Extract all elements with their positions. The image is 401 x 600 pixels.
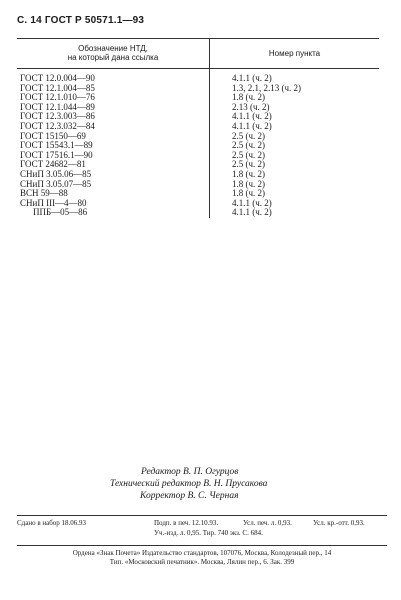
clause-number: 4.1.1 (ч. 2) bbox=[210, 112, 380, 122]
publication-sheets: Уч.-изд. л. 0,95. Тир. 740 экз. С. 684. bbox=[154, 529, 263, 537]
reference-table bbox=[17, 38, 379, 218]
clause-number: 4.1.1 (ч. 2) bbox=[210, 69, 380, 84]
color-prints: Усл. кр.-отт. 0,93. bbox=[313, 519, 365, 527]
editor-line: Редактор В. П. Огурцов bbox=[141, 467, 239, 477]
clause-number: 1.8 (ч. 2) bbox=[210, 93, 380, 103]
credits bbox=[0, 466, 401, 502]
table-header-row bbox=[17, 39, 379, 69]
doc-designation: ГОСТ 12.1.004—85 bbox=[20, 82, 95, 93]
clause-number: 2.5 (ч. 2) bbox=[210, 132, 380, 142]
table-row bbox=[17, 180, 379, 190]
tech-editor-line: Технический редактор В. Н. Прусакова bbox=[110, 479, 268, 489]
doc-designation: СНиП 3.05.07—85 bbox=[20, 178, 92, 189]
signed-date: Подп. в печ. 12.10.93. bbox=[154, 519, 219, 527]
clause-number: 2.5 (ч. 2) bbox=[210, 160, 380, 170]
doc-designation: ППБ—05—86 bbox=[33, 207, 88, 218]
publisher-line: Ордена «Знак Почета» Издательство стандартов, 107076, Москва, Колодезный пер., 14 bbox=[72, 549, 332, 557]
clause-number: 1.3, 2.1, 2.13 (ч. 2) bbox=[210, 84, 380, 94]
clause-number: 2.5 (ч. 2) bbox=[210, 141, 380, 151]
clause-number: 2.5 (ч. 2) bbox=[210, 151, 380, 161]
doc-designation: ГОСТ 12.0.004—90 bbox=[20, 73, 95, 83]
imprint bbox=[17, 515, 387, 539]
corrector-line: Корректор В. С. Черная bbox=[140, 491, 239, 501]
doc-designation: СНиП III—4—80 bbox=[20, 197, 87, 208]
clause-number: 1.8 (ч. 2) bbox=[210, 189, 380, 199]
doc-designation: ГОСТ 12.1.010—76 bbox=[20, 92, 95, 103]
doc-designation: ГОСТ 24682—81 bbox=[20, 159, 86, 170]
doc-designation: ГОСТ 17516.1—90 bbox=[20, 149, 93, 160]
printer-line: Тип. «Московский печатник». Москва, Лялин пер., 6. Зак. 399 bbox=[109, 558, 295, 566]
clause-number: 1.8 (ч. 2) bbox=[210, 180, 380, 190]
clause-number: 4.1.1 (ч. 2) bbox=[210, 199, 380, 209]
publisher-footer bbox=[17, 545, 387, 567]
doc-designation: ГОСТ 12.3.032—84 bbox=[20, 120, 95, 131]
doc-designation: ГОСТ 15543.1—89 bbox=[20, 140, 93, 151]
doc-designation: ГОСТ 15150—69 bbox=[20, 130, 86, 141]
page-header: С. 14 ГОСТ Р 50571.1—93 bbox=[17, 15, 145, 26]
col-doc-header bbox=[17, 39, 210, 69]
clause-number: 4.1.1 (ч. 2) bbox=[210, 208, 380, 218]
submitted-date: Сдано в набор 18.06.93 bbox=[17, 519, 87, 527]
col-clause-header: Номер пункта bbox=[210, 39, 380, 69]
col-doc-header-line1: Обозначение НТД, bbox=[78, 44, 148, 53]
table-body bbox=[17, 69, 379, 218]
doc-designation: ГОСТ 12.1.044—89 bbox=[20, 101, 95, 112]
clause-number: 1.8 (ч. 2) bbox=[210, 170, 380, 180]
doc-designation: ГОСТ 12.3.003—86 bbox=[20, 111, 95, 122]
table-row bbox=[17, 208, 379, 218]
clause-number: 2.13 (ч. 2) bbox=[210, 103, 380, 113]
col-doc-header-line2: на который дана ссылка bbox=[67, 53, 159, 62]
table-row bbox=[17, 69, 379, 84]
doc-designation: ВСН 59—88 bbox=[20, 188, 68, 199]
print-sheets: Усл. печ. л. 0,93. bbox=[243, 519, 292, 527]
doc-designation: СНиП 3.05.06—85 bbox=[20, 168, 92, 179]
clause-number: 4.1.1 (ч. 2) bbox=[210, 122, 380, 132]
